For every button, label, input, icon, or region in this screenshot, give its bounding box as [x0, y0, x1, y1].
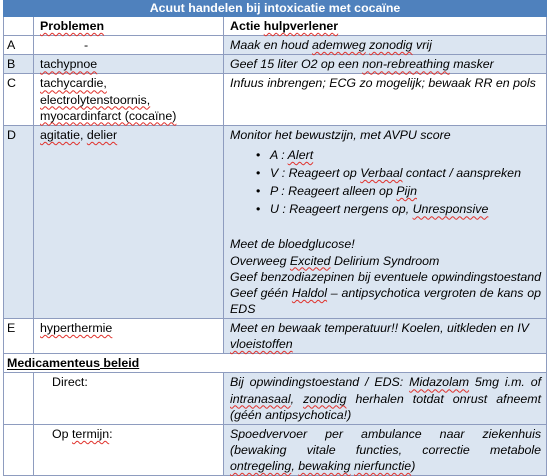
row-letter: B	[4, 55, 34, 74]
section-heading: Medicamenteus beleid	[4, 354, 547, 373]
later-label: Op termijn:	[34, 424, 224, 475]
direct-label: Direct:	[34, 373, 224, 424]
row-letter: D	[4, 125, 34, 318]
row-problem: hyperthermie	[34, 319, 224, 354]
excited-text: Overweeg Excited Delirium Syndroom	[230, 253, 440, 268]
row-letter: C	[4, 74, 34, 125]
later-action: Spoedvervoer per ambulance naar ziekenhuis (bewaking vitale functies, correctie metabole ontregeling, bewaking nierfunctie)	[224, 424, 547, 475]
row-action: Geef 15 liter O2 op een non-rebreathing masker	[224, 55, 547, 74]
avpu-list	[256, 147, 541, 218]
row-e	[4, 319, 547, 354]
direct-action: Bij opwindingstoestand / EDS: Midazolam 5mg i.m. of intranasaal, zonodig herhalen totdat onrust afneemt (géén antipsychotica!)	[224, 373, 547, 424]
avpu-item: • P : Reageert alleen op Pijn	[256, 183, 541, 199]
header-row	[4, 17, 547, 36]
header-problems: Problemen	[34, 17, 224, 36]
row-problem: agitatie, delier	[34, 125, 224, 318]
row-later	[4, 424, 547, 475]
row-direct	[4, 373, 547, 424]
row-action: Maak en houd ademweg zonodig vrij	[224, 36, 547, 55]
header-action: Actie hulpverlener	[224, 17, 547, 36]
row-action	[224, 125, 547, 318]
protocol-table	[3, 0, 547, 476]
row-action: Infuus inbrengen; ECG zo mogelijk; bewaak RR en pols	[224, 74, 547, 125]
monitor-text: Monitor het bewustzijn, met AVPU score	[230, 127, 451, 142]
avpu-item: • A : Alert	[256, 147, 541, 163]
row-letter: A	[4, 36, 34, 55]
glucose-text: Meet de bloedglucose!	[230, 237, 355, 252]
row-d	[4, 125, 547, 318]
row-letter: E	[4, 319, 34, 354]
row-problem: tachycardie, electrolytenstoornis, myocardinfarct (cocaïne)	[34, 74, 224, 125]
row-c	[4, 74, 547, 125]
avpu-item: • U : Reageert nergens op, Unresponsive	[256, 201, 541, 217]
avpu-item: • V : Reageert op Verbaal contact / aanspreken	[256, 165, 541, 181]
table-title: Acuut handelen bij intoxicatie met cocaïne	[4, 1, 547, 17]
row-b	[4, 55, 547, 74]
row-problem: -	[34, 36, 224, 55]
benzo-text: Geef benzodiazepinen bij eventuele opwindingstoestand Geef géén Haldol – antipsychotica vergroten de kans op EDS	[230, 269, 542, 316]
row-problem: tachypnoe	[34, 55, 224, 74]
section-row	[4, 354, 547, 373]
row-a	[4, 36, 547, 55]
row-action: Meet en bewaak temperatuur!! Koelen, uitkleden en IV vloeistoffen	[224, 319, 547, 354]
